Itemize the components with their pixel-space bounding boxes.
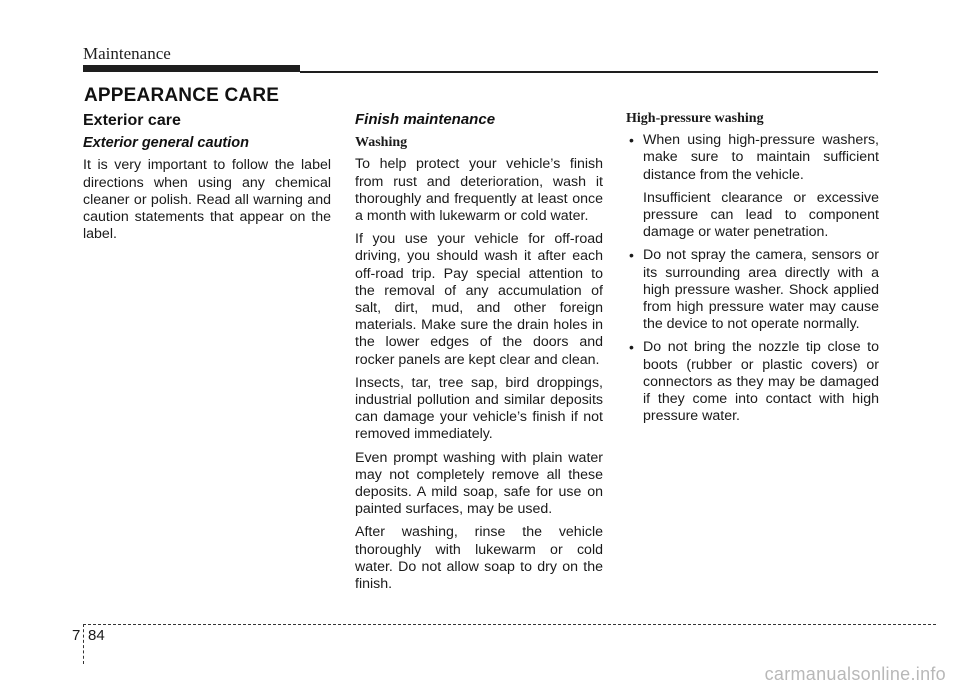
high-pressure-heading: High-pressure washing [626, 111, 764, 126]
column-3 [626, 110, 879, 431]
bullet-icon: • [629, 339, 634, 356]
page-number: 84 [88, 627, 105, 644]
list-item [626, 247, 879, 333]
bullet-text: When using high-pressure washers, make sure to maintain sufficient distance from the vehicle. [643, 132, 879, 183]
exterior-caution-paragraph: It is very important to follow the label directions when using any chemical cleaner or polish. Read all warning and caution statements that appear on the label. [83, 157, 331, 243]
running-header: Maintenance [83, 44, 171, 63]
column-1 [83, 110, 331, 249]
washing-subheading: Washing [355, 135, 408, 151]
washing-paragraph: After washing, rinse the vehicle thoroughly with lukewarm or cold water. Do not allow soap to dry on the finish. [355, 524, 603, 593]
bullet-extra-text: Insufficient clearance or excessive pressure can lead to component damage or water penetration. [643, 189, 879, 241]
exterior-care-heading: Exterior care [83, 112, 181, 129]
chapter-number: 7 [72, 627, 81, 644]
watermark: carmanualsonline.info [764, 664, 946, 684]
bullet-list [626, 132, 879, 425]
bullet-text: Do not bring the nozzle tip close to boots (rubber or plastic covers) or connectors as they may be damaged if they come into contact with high pressure water. [643, 339, 879, 425]
column-2 [355, 110, 603, 599]
list-item [626, 132, 879, 241]
washing-paragraph: To help protect your vehicle’s finish from rust and deterioration, wash it thoroughly and frequently at least once a month with lukewarm or cold water. [355, 156, 603, 225]
bullet-icon: • [629, 132, 634, 149]
washing-paragraph: Even prompt washing with plain water may not completely remove all these deposits. A mild soap, safe for use on painted surfaces, may be used. [355, 449, 603, 518]
list-item [626, 339, 879, 425]
washing-paragraph: Insects, tar, tree sap, bird droppings, industrial pollution and similar deposits can damage your vehicle’s finish if not removed immediately. [355, 374, 603, 443]
finish-maintenance-heading: Finish maintenance [355, 111, 496, 128]
section-title: APPEARANCE CARE [84, 85, 280, 106]
footer-rule [83, 624, 936, 625]
exterior-caution-subheading: Exterior general caution [83, 135, 249, 152]
footer-divider [83, 624, 84, 664]
bullet-icon: • [629, 247, 634, 264]
header-rule [300, 71, 878, 73]
bullet-text: Do not spray the camera, sensors or its surrounding area directly with a high pressure washer. Shock applied from high pressure water may cause the device to not operate normally. [643, 247, 879, 333]
washing-paragraph: If you use your vehicle for off-road driving, you should wash it after each off-road trip. Pay special attention to the removal of any accumulation of salt, dirt, mud, and other foreign materials. Make sure the drain holes in the lower edges of the doors and rocker panels are kept clear and clean. [355, 231, 603, 368]
header-bar [83, 65, 300, 72]
